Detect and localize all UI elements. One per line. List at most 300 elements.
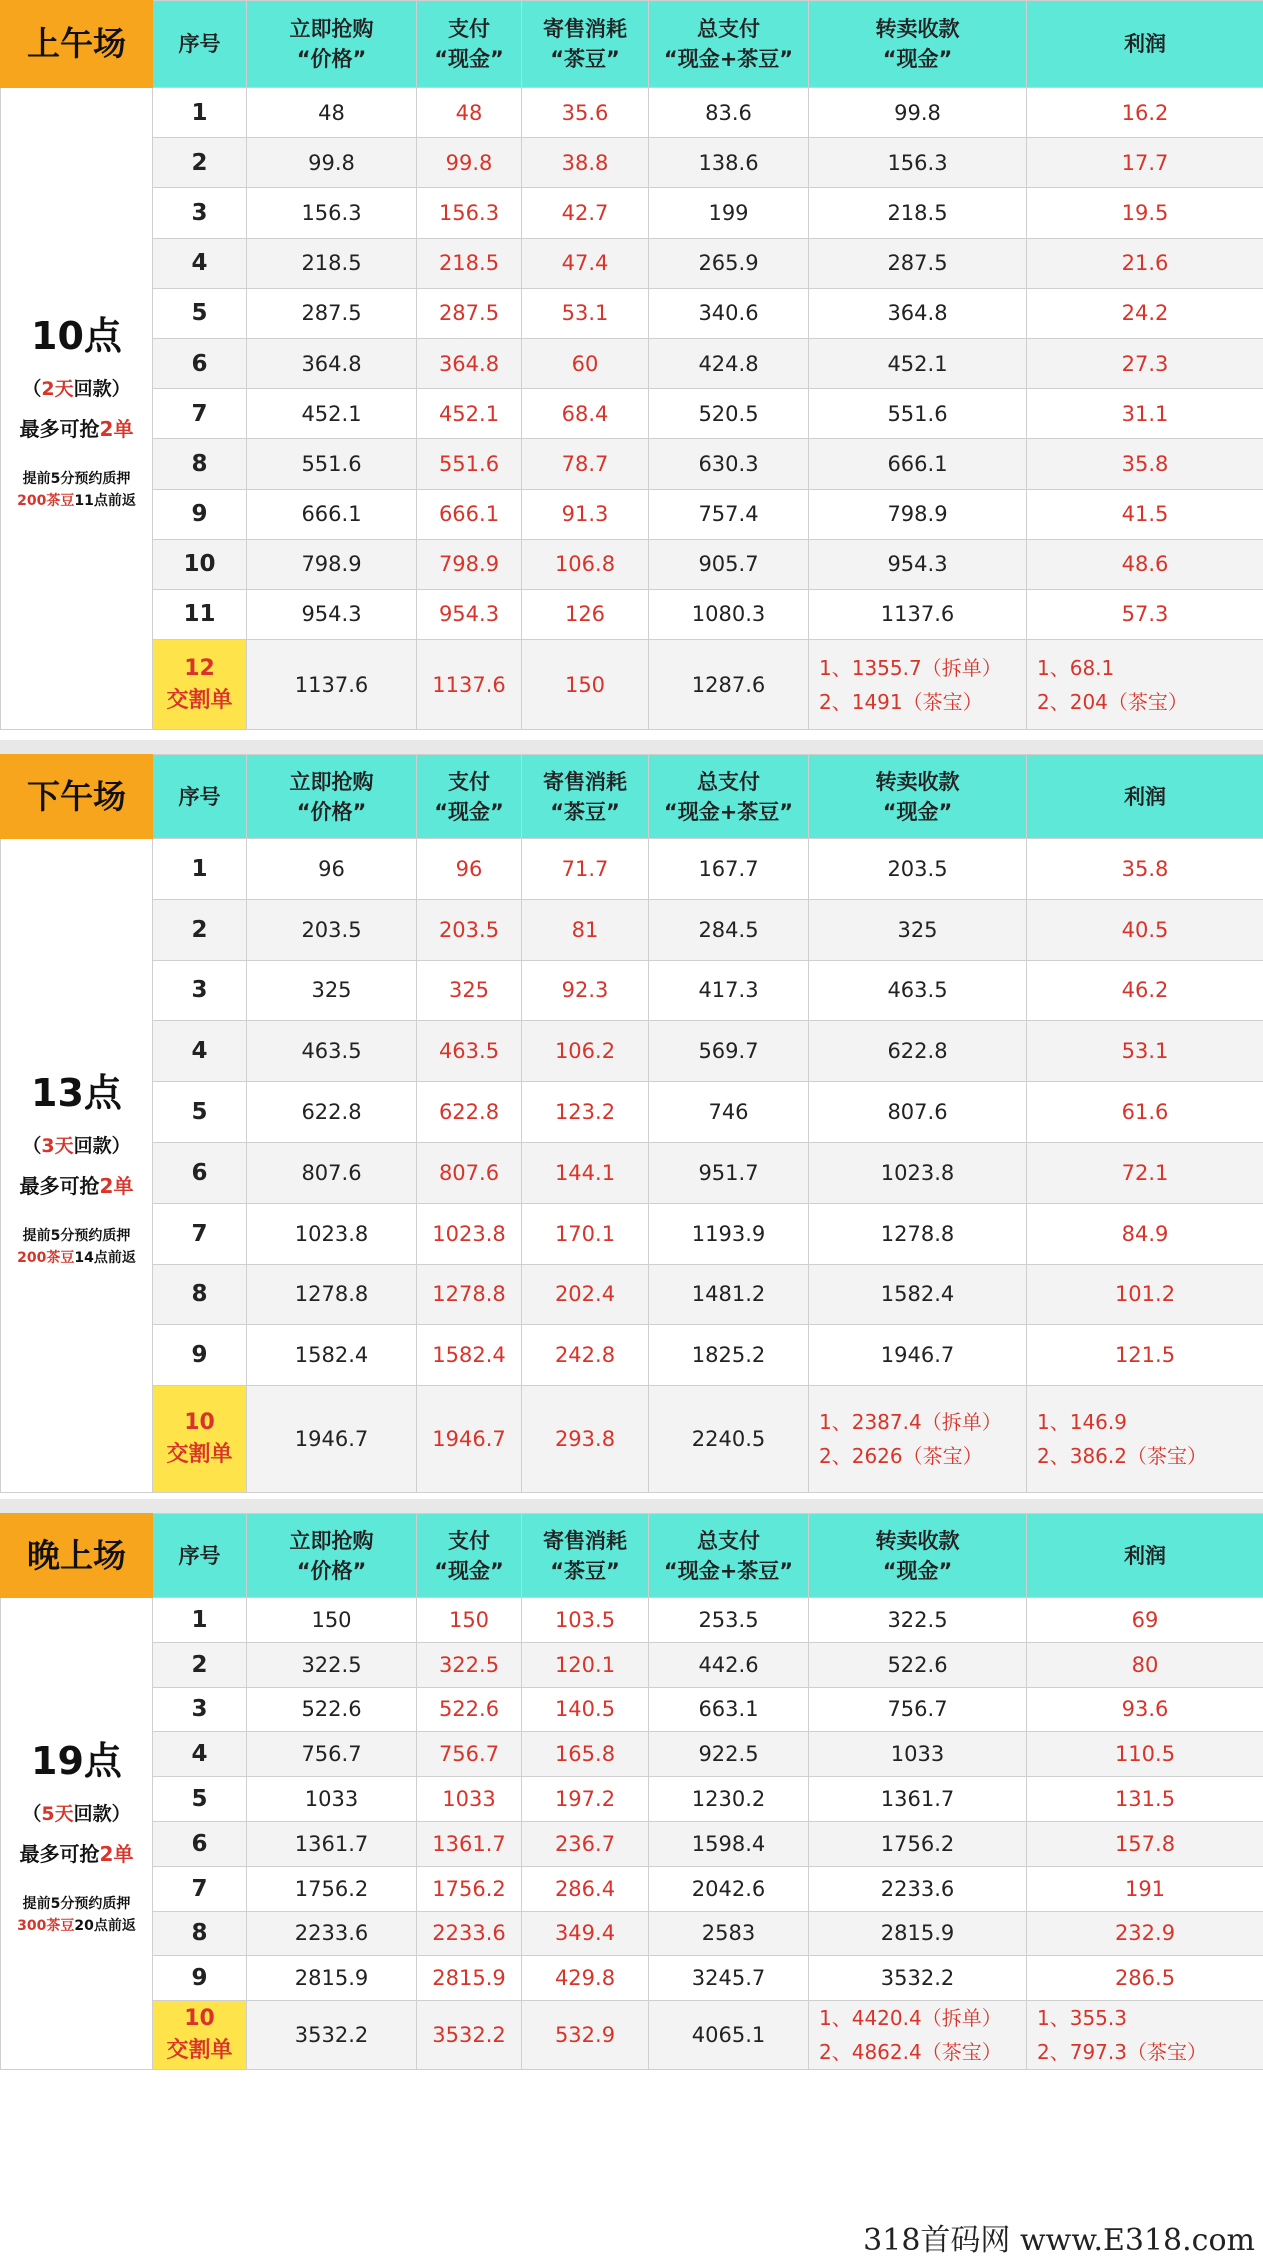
fee-cell: 170.1 (522, 1203, 649, 1264)
profit-cell: 84.9 (1027, 1203, 1263, 1264)
price-cell: 3532.2 (247, 2001, 417, 2070)
col-fee (522, 755, 649, 839)
resale-cell: 522.6 (809, 1642, 1027, 1687)
deposit-note: 提前5分预约质押 (22, 471, 131, 488)
total-cell: 417.3 (649, 960, 809, 1021)
deposit-amount: 200茶豆 (17, 1250, 75, 1267)
limit-count: 2单 (99, 1174, 134, 1199)
fee-cell: 202.4 (522, 1264, 649, 1325)
session-info (1, 839, 153, 1493)
col-total-line1: 总支付 (697, 1528, 760, 1553)
delivery-row (1, 2001, 1263, 2070)
seq-cell: 3 (153, 188, 247, 238)
resale-option-split: 1、4420.4（拆单） (819, 2006, 1002, 2031)
delivery-label: 交割单 (166, 2038, 233, 2064)
fee-cell: 144.1 (522, 1142, 649, 1203)
col-buy-line1: 立即抢购 (289, 17, 374, 41)
seq-cell: 6 (153, 1821, 247, 1866)
deposit-note: 提前5分预约质押 (22, 1228, 131, 1245)
session-info (1, 88, 153, 730)
price-cell: 807.6 (247, 1142, 417, 1203)
resale-cell: 1278.8 (809, 1203, 1027, 1264)
col-buy (247, 1514, 417, 1598)
pay-cell: 48 (417, 88, 522, 138)
table-row (1, 539, 1263, 589)
profit-cell: 17.7 (1027, 138, 1263, 188)
profit-option-chabao: 2、204（茶宝） (1037, 689, 1188, 714)
delivery-seq: 10 (184, 1410, 215, 1436)
fee-cell: 35.6 (522, 88, 649, 138)
total-cell: 442.6 (649, 1642, 809, 1687)
price-cell: 1137.6 (247, 640, 417, 730)
refund-note (1, 1131, 152, 1158)
total-cell: 1230.2 (649, 1777, 809, 1822)
pay-cell: 1023.8 (417, 1203, 522, 1264)
limit-note (1, 413, 152, 442)
fee-cell: 68.4 (522, 389, 649, 439)
col-profit: 利润 (1027, 1514, 1263, 1598)
col-pay (417, 755, 522, 839)
fee-cell: 150 (522, 640, 649, 730)
col-pay-line2: “现金” (434, 1558, 504, 1583)
resale-option-chabao: 2、1491（茶宝） (819, 689, 983, 714)
profit-cell: 286.5 (1027, 1956, 1263, 2001)
col-resale-line1: 转卖收款 (875, 1528, 960, 1553)
session-info (1, 1598, 153, 2070)
delivery-seq: 10 (184, 2006, 215, 2032)
price-cell: 463.5 (247, 1021, 417, 1082)
table-row (1, 1777, 1263, 1822)
resale-options-cell (809, 1386, 1027, 1493)
pay-cell: 2815.9 (417, 1956, 522, 2001)
col-buy-line1: 立即抢购 (289, 1528, 374, 1553)
total-cell: 951.7 (649, 1142, 809, 1203)
total-cell: 3245.7 (649, 1956, 809, 2001)
price-cell: 322.5 (247, 1642, 417, 1687)
price-cell: 622.8 (247, 1082, 417, 1143)
section-title: 晚上场 (1, 1514, 153, 1598)
col-total-line1: 总支付 (697, 769, 760, 794)
seq-cell: 4 (153, 1732, 247, 1777)
resale-cell: 551.6 (809, 389, 1027, 439)
limit-count: 2单 (99, 417, 134, 442)
price-cell: 1946.7 (247, 1386, 417, 1493)
resale-cell: 1756.2 (809, 1821, 1027, 1866)
fee-cell: 120.1 (522, 1642, 649, 1687)
total-cell: 1598.4 (649, 1821, 809, 1866)
col-fee-line2: “茶豆” (550, 47, 620, 71)
table-row (1, 489, 1263, 539)
watermark: 318首码网 www.E318.com (859, 2215, 1259, 2259)
seq-cell: 10 (153, 539, 247, 589)
price-cell: 48 (247, 88, 417, 138)
profit-cell: 232.9 (1027, 1911, 1263, 1956)
total-cell: 663.1 (649, 1687, 809, 1732)
rate-table (0, 0, 1263, 730)
pay-cell: 1756.2 (417, 1866, 522, 1911)
total-cell: 1080.3 (649, 589, 809, 639)
resale-cell: 1033 (809, 1732, 1027, 1777)
table-row (1, 1598, 1263, 1643)
seq-cell: 6 (153, 338, 247, 388)
pay-cell: 156.3 (417, 188, 522, 238)
seq-cell: 1 (153, 839, 247, 900)
col-pay-line1: 支付 (448, 769, 490, 794)
col-fee (522, 1514, 649, 1598)
fee-cell: 91.3 (522, 489, 649, 539)
seq-cell: 5 (153, 1082, 247, 1143)
seq-cell: 4 (153, 1021, 247, 1082)
profit-cell: 24.2 (1027, 288, 1263, 338)
fee-cell: 47.4 (522, 238, 649, 288)
price-cell: 156.3 (247, 188, 417, 238)
resale-option-split: 1、2387.4（拆单） (819, 1410, 1002, 1435)
pay-cell: 954.3 (417, 589, 522, 639)
fee-cell: 165.8 (522, 1732, 649, 1777)
delivery-seq-cell (153, 640, 247, 730)
limit-note (1, 1838, 152, 1867)
total-cell: 630.3 (649, 439, 809, 489)
fee-cell: 140.5 (522, 1687, 649, 1732)
resale-cell: 1946.7 (809, 1325, 1027, 1386)
col-resale-line1: 转卖收款 (875, 17, 960, 41)
deposit-return-time: 11点前返 (74, 493, 136, 510)
pay-cell: 218.5 (417, 238, 522, 288)
price-cell: 1582.4 (247, 1325, 417, 1386)
col-pay-line2: “现金” (434, 47, 504, 71)
total-cell: 4065.1 (649, 2001, 809, 2070)
pay-cell: 96 (417, 839, 522, 900)
table-row (1, 1325, 1263, 1386)
seq-cell: 3 (153, 1687, 247, 1732)
fee-cell: 123.2 (522, 1082, 649, 1143)
profit-cell: 40.5 (1027, 899, 1263, 960)
resale-cell: 756.7 (809, 1687, 1027, 1732)
profit-options-cell (1027, 640, 1263, 730)
profit-cell: 131.5 (1027, 1777, 1263, 1822)
profit-cell: 121.5 (1027, 1325, 1263, 1386)
pay-cell: 364.8 (417, 338, 522, 388)
resale-cell: 807.6 (809, 1082, 1027, 1143)
resale-cell: 463.5 (809, 960, 1027, 1021)
seq-cell: 1 (153, 1598, 247, 1643)
deposit-amount: 300茶豆 (17, 1918, 75, 1935)
seq-cell: 8 (153, 1911, 247, 1956)
col-total-line2: “现金+茶豆” (663, 47, 794, 71)
profit-cell: 69 (1027, 1598, 1263, 1643)
total-cell: 2042.6 (649, 1866, 809, 1911)
refund-close: 回款） (73, 1135, 131, 1158)
fee-cell: 38.8 (522, 138, 649, 188)
resale-option-chabao: 2、2626（茶宝） (819, 1444, 983, 1469)
header-row (1, 1514, 1263, 1598)
col-resale (809, 755, 1027, 839)
pay-cell: 1033 (417, 1777, 522, 1822)
table-row (1, 1142, 1263, 1203)
pay-cell: 3532.2 (417, 2001, 522, 2070)
fee-cell: 42.7 (522, 188, 649, 238)
resale-cell: 452.1 (809, 338, 1027, 388)
price-cell: 1361.7 (247, 1821, 417, 1866)
total-cell: 569.7 (649, 1021, 809, 1082)
deposit-amount: 200茶豆 (17, 493, 75, 510)
refund-note (1, 374, 152, 401)
total-cell: 2240.5 (649, 1386, 809, 1493)
price-cell: 287.5 (247, 288, 417, 338)
col-total (649, 1, 809, 88)
deposit-return-time: 14点前返 (74, 1250, 136, 1267)
col-total-line2: “现金+茶豆” (663, 799, 794, 824)
resale-cell: 622.8 (809, 1021, 1027, 1082)
pay-cell: 99.8 (417, 138, 522, 188)
pay-cell: 2233.6 (417, 1911, 522, 1956)
profit-option-chabao: 2、797.3（茶宝） (1037, 2040, 1207, 2065)
seq-cell: 9 (153, 1956, 247, 2001)
col-total (649, 755, 809, 839)
col-resale-line2: “现金” (882, 47, 953, 71)
table-row (1, 1021, 1263, 1082)
section-divider (0, 740, 1263, 754)
col-total (649, 1514, 809, 1598)
fee-cell: 242.8 (522, 1325, 649, 1386)
col-resale-line1: 转卖收款 (875, 769, 960, 794)
col-seq: 序号 (153, 755, 247, 839)
profit-option-split: 1、355.3 (1037, 2006, 1127, 2031)
deposit-return-note (1, 1915, 152, 1937)
total-cell: 424.8 (649, 338, 809, 388)
fee-cell: 293.8 (522, 1386, 649, 1493)
resale-cell: 156.3 (809, 138, 1027, 188)
table-row (1, 338, 1263, 388)
pay-cell: 463.5 (417, 1021, 522, 1082)
profit-cell: 35.8 (1027, 439, 1263, 489)
delivery-label: 交割单 (166, 1442, 233, 1468)
col-pay-line2: “现金” (434, 799, 504, 824)
deposit-return-time: 20点前返 (74, 1918, 136, 1935)
resale-cell: 99.8 (809, 88, 1027, 138)
refund-open: （ (22, 1803, 42, 1826)
profit-cell: 157.8 (1027, 1821, 1263, 1866)
afternoon-section (0, 754, 1263, 1493)
pay-cell: 1361.7 (417, 1821, 522, 1866)
table-row (1, 1732, 1263, 1777)
total-cell: 167.7 (649, 839, 809, 900)
resale-cell: 1582.4 (809, 1264, 1027, 1325)
profit-cell: 27.3 (1027, 338, 1263, 388)
fee-cell: 197.2 (522, 1777, 649, 1822)
resale-cell: 1023.8 (809, 1142, 1027, 1203)
total-cell: 922.5 (649, 1732, 809, 1777)
profit-cell: 57.3 (1027, 589, 1263, 639)
profit-option-chabao: 2、386.2（茶宝） (1037, 1444, 1207, 1469)
refund-days: 5天 (41, 1803, 74, 1826)
profit-cell: 80 (1027, 1642, 1263, 1687)
total-cell: 757.4 (649, 489, 809, 539)
profit-cell: 35.8 (1027, 839, 1263, 900)
profit-cell: 110.5 (1027, 1732, 1263, 1777)
pay-cell: 1582.4 (417, 1325, 522, 1386)
refund-close: 回款） (73, 1803, 131, 1826)
delivery-seq-cell (153, 1386, 247, 1493)
profit-options-cell (1027, 2001, 1263, 2070)
limit-note (1, 1170, 152, 1199)
seq-cell: 7 (153, 1203, 247, 1264)
seq-cell: 6 (153, 1142, 247, 1203)
profit-cell: 93.6 (1027, 1687, 1263, 1732)
total-cell: 253.5 (649, 1598, 809, 1643)
pay-cell: 1946.7 (417, 1386, 522, 1493)
price-cell: 218.5 (247, 238, 417, 288)
pay-cell: 452.1 (417, 389, 522, 439)
resale-cell: 322.5 (809, 1598, 1027, 1643)
delivery-row (1, 640, 1263, 730)
price-cell: 150 (247, 1598, 417, 1643)
table-row (1, 138, 1263, 188)
resale-options-cell (809, 2001, 1027, 2070)
pay-cell: 666.1 (417, 489, 522, 539)
col-buy (247, 755, 417, 839)
price-cell: 1278.8 (247, 1264, 417, 1325)
price-cell: 96 (247, 839, 417, 900)
table-row (1, 238, 1263, 288)
total-cell: 265.9 (649, 238, 809, 288)
header-row (1, 1, 1263, 88)
col-resale (809, 1514, 1027, 1598)
session-time: 10点 (31, 314, 122, 359)
resale-option-chabao: 2、4862.4（茶宝） (819, 2040, 1002, 2065)
resale-cell: 954.3 (809, 539, 1027, 589)
pay-cell: 798.9 (417, 539, 522, 589)
table-row (1, 288, 1263, 338)
deposit-return-note (1, 1247, 152, 1269)
col-fee (522, 1, 649, 88)
section-title: 下午场 (1, 755, 153, 839)
col-total-line1: 总支付 (697, 17, 760, 41)
price-cell: 452.1 (247, 389, 417, 439)
resale-cell: 287.5 (809, 238, 1027, 288)
fee-cell: 286.4 (522, 1866, 649, 1911)
table-row (1, 589, 1263, 639)
col-fee-line1: 寄售消耗 (543, 769, 627, 794)
price-cell: 756.7 (247, 1732, 417, 1777)
delivery-seq: 12 (184, 655, 215, 681)
col-buy-line2: “价格” (296, 47, 367, 71)
fee-cell: 81 (522, 899, 649, 960)
pay-cell: 622.8 (417, 1082, 522, 1143)
table-row (1, 188, 1263, 238)
price-cell: 325 (247, 960, 417, 1021)
total-cell: 1193.9 (649, 1203, 809, 1264)
seq-cell: 4 (153, 238, 247, 288)
seq-cell: 3 (153, 960, 247, 1021)
session-time: 13点 (31, 1071, 122, 1116)
resale-option-split: 1、1355.7（拆单） (819, 655, 1002, 680)
pay-cell: 1137.6 (417, 640, 522, 730)
table-row (1, 389, 1263, 439)
seq-cell: 9 (153, 1325, 247, 1386)
col-profit: 利润 (1027, 1, 1263, 88)
rate-table (0, 754, 1263, 1493)
table-row (1, 88, 1263, 138)
profit-cell: 46.2 (1027, 960, 1263, 1021)
refund-open: （ (22, 378, 42, 401)
profit-cell: 16.2 (1027, 88, 1263, 138)
price-cell: 666.1 (247, 489, 417, 539)
header-row (1, 755, 1263, 839)
col-fee-line2: “茶豆” (550, 799, 620, 824)
seq-cell: 8 (153, 439, 247, 489)
refund-days: 3天 (41, 1135, 74, 1158)
fee-cell: 78.7 (522, 439, 649, 489)
profit-cell: 19.5 (1027, 188, 1263, 238)
table-row (1, 1956, 1263, 2001)
fee-cell: 532.9 (522, 2001, 649, 2070)
pay-cell: 522.6 (417, 1687, 522, 1732)
total-cell: 520.5 (649, 389, 809, 439)
pay-cell: 1278.8 (417, 1264, 522, 1325)
total-cell: 1287.6 (649, 640, 809, 730)
limit-text: 最多可抢 (19, 1842, 100, 1867)
profit-options-cell (1027, 1386, 1263, 1493)
total-cell: 199 (649, 188, 809, 238)
price-cell: 954.3 (247, 589, 417, 639)
fee-cell: 92.3 (522, 960, 649, 1021)
resale-cell: 1137.6 (809, 589, 1027, 639)
profit-cell: 72.1 (1027, 1142, 1263, 1203)
table-row (1, 1866, 1263, 1911)
resale-cell: 2233.6 (809, 1866, 1027, 1911)
seq-cell: 5 (153, 1777, 247, 1822)
pay-cell: 551.6 (417, 439, 522, 489)
resale-cell: 364.8 (809, 288, 1027, 338)
profit-cell: 31.1 (1027, 389, 1263, 439)
total-cell: 284.5 (649, 899, 809, 960)
seq-cell: 2 (153, 899, 247, 960)
col-buy-line2: “价格” (296, 1558, 367, 1583)
col-pay-line1: 支付 (448, 17, 490, 41)
col-seq: 序号 (153, 1514, 247, 1598)
pay-cell: 287.5 (417, 288, 522, 338)
rate-table (0, 1513, 1263, 2070)
pay-cell: 807.6 (417, 1142, 522, 1203)
price-cell: 1033 (247, 1777, 417, 1822)
fee-cell: 60 (522, 338, 649, 388)
fee-cell: 349.4 (522, 1911, 649, 1956)
price-cell: 551.6 (247, 439, 417, 489)
total-cell: 1481.2 (649, 1264, 809, 1325)
pay-cell: 322.5 (417, 1642, 522, 1687)
seq-cell: 7 (153, 1866, 247, 1911)
col-resale (809, 1, 1027, 88)
total-cell: 905.7 (649, 539, 809, 589)
total-cell: 2583 (649, 1911, 809, 1956)
seq-cell: 2 (153, 1642, 247, 1687)
price-cell: 203.5 (247, 899, 417, 960)
col-buy (247, 1, 417, 88)
section-divider (0, 1499, 1263, 1513)
col-pay-line1: 支付 (448, 1528, 490, 1553)
resale-cell: 1361.7 (809, 1777, 1027, 1822)
delivery-seq-cell (153, 2001, 247, 2070)
table-row (1, 1911, 1263, 1956)
seq-cell: 1 (153, 88, 247, 138)
price-cell: 522.6 (247, 1687, 417, 1732)
session-time: 19点 (31, 1739, 122, 1784)
deposit-return-note (1, 490, 152, 512)
profit-cell: 48.6 (1027, 539, 1263, 589)
seq-cell: 11 (153, 589, 247, 639)
table-row (1, 1082, 1263, 1143)
